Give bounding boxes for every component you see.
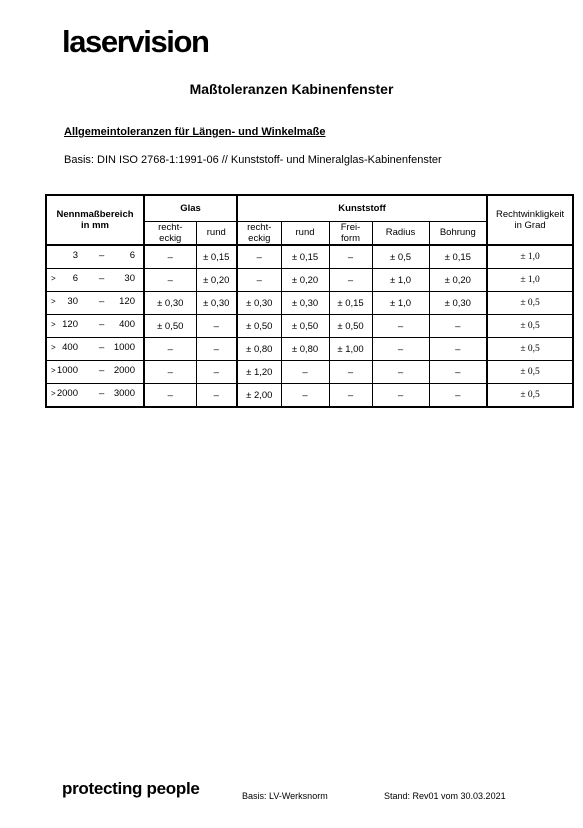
page-title: Maßtoleranzen Kabinenfenster xyxy=(189,81,394,97)
table-row: > 400 – 1000 – – ± 0,80 ± 0,80 ± 1,00 – – ± 0,5 xyxy=(46,338,573,361)
header-kunststoff-rund: rund xyxy=(281,221,329,245)
header-kunststoff-rechteckig: recht- eckig xyxy=(237,221,281,245)
header-group-glas: Glas xyxy=(144,195,237,221)
company-logo: laservision xyxy=(62,24,209,59)
footer-basis: Basis: LV-Werksnorm xyxy=(242,791,328,801)
header-glas-rund: rund xyxy=(196,221,237,245)
header-group-kunststoff: Kunststoff xyxy=(237,195,487,221)
table-row: > 2000 – 3000 – – ± 2,00 – – – – ± 0,5 xyxy=(46,384,573,408)
table-row: 3 – 6 – ± 0,15 – ± 0,15 – ± 0,5 ± 0,15 ± 1,0 xyxy=(46,245,573,269)
header-kunststoff-radius: Radius xyxy=(372,221,429,245)
footer-revision: Stand: Rev01 vom 30.03.2021 xyxy=(384,791,506,801)
header-glas-rechteckig: recht- eckig xyxy=(144,221,196,245)
table-row: > 6 – 30 – ± 0,20 – ± 0,20 – ± 1,0 ± 0,20 ± 1,0 xyxy=(46,269,573,292)
table-row: > 1000 – 2000 – – ± 1,20 – – – – ± 0,5 xyxy=(46,361,573,384)
header-kunststoff-bohrung: Bohrung xyxy=(429,221,487,245)
basis-note: Basis: DIN ISO 2768-1:1991-06 // Kunststoff- und Mineralglas-Kabinenfenster xyxy=(64,154,442,166)
table-row: > 30 – 120 ± 0,30 ± 0,30 ± 0,30 ± 0,30 ± 0,15 ± 1,0 ± 0,30 ± 0,5 xyxy=(46,292,573,315)
tolerance-table xyxy=(45,194,574,408)
table-row: > 120 – 400 ± 0,50 – ± 0,50 ± 0,50 ± 0,50 – – ± 0,5 xyxy=(46,315,573,338)
header-angle: Rechtwinkligkeit in Grad xyxy=(487,195,573,245)
section-subtitle: Allgemeintoleranzen für Längen- und Winkelmaße xyxy=(64,126,326,138)
footer-tagline: protecting people xyxy=(62,779,200,798)
header-range: Nennmaßbereich in mm xyxy=(46,195,144,245)
header-kunststoff-freiform: Frei- form xyxy=(329,221,372,245)
